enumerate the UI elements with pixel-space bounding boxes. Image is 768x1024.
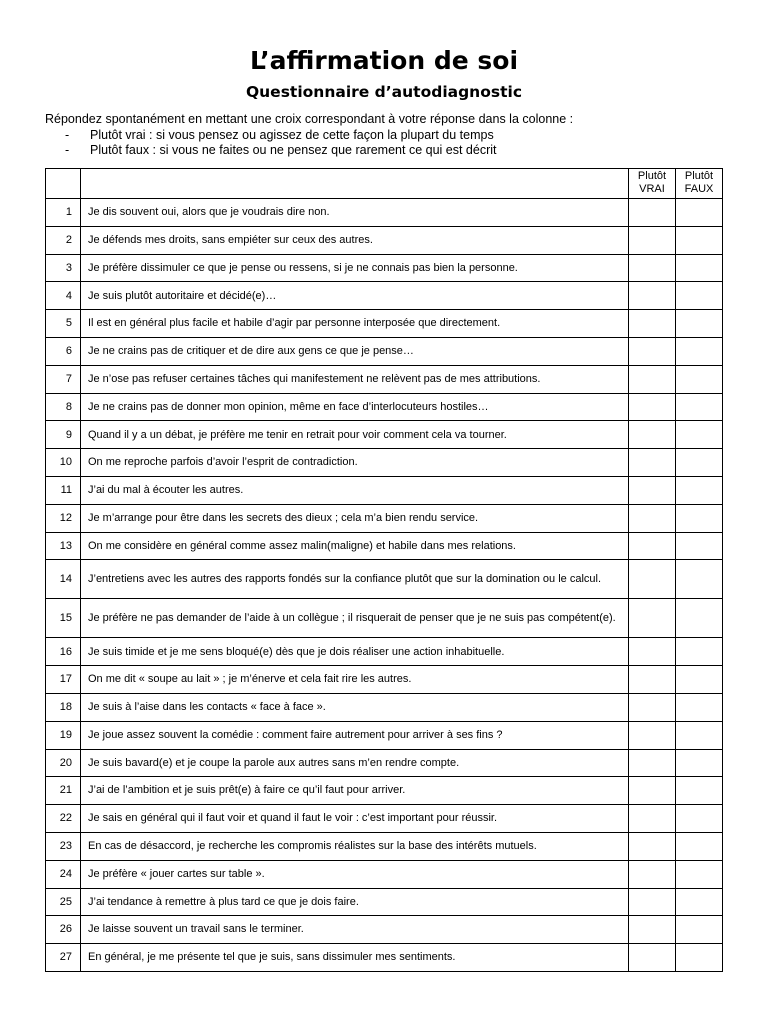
question-text: Je préfère dissimuler ce que je pense ou ressens, si je ne connais pas bien la personne. xyxy=(81,254,629,282)
answer-cell-plutot-faux[interactable] xyxy=(676,860,723,888)
question-text: On me dit « soupe au lait » ; je m’énerve et cela fait rire les autres. xyxy=(81,666,629,694)
question-number: 25 xyxy=(46,888,81,916)
questionnaire-table xyxy=(45,168,723,972)
answer-cell-plutot-vrai[interactable] xyxy=(629,805,676,833)
header-faux-line1: Plutôt xyxy=(684,170,714,182)
header-num-cell xyxy=(46,169,81,199)
answer-cell-plutot-faux[interactable] xyxy=(676,199,723,227)
table-row xyxy=(46,449,723,477)
table-row xyxy=(46,916,723,944)
table-row xyxy=(46,944,723,972)
question-number: 9 xyxy=(46,421,81,449)
instructions xyxy=(45,112,735,159)
answer-cell-plutot-vrai[interactable] xyxy=(629,888,676,916)
answer-cell-plutot-vrai[interactable] xyxy=(629,310,676,338)
question-text: Je n’ose pas refuser certaines tâches qui manifestement ne relèvent pas de mes attributions. xyxy=(81,365,629,393)
question-number: 23 xyxy=(46,832,81,860)
answer-cell-plutot-faux[interactable] xyxy=(676,638,723,666)
answer-cell-plutot-faux[interactable] xyxy=(676,504,723,532)
answer-cell-plutot-faux[interactable] xyxy=(676,944,723,972)
table-row xyxy=(46,777,723,805)
table-row xyxy=(46,310,723,338)
table-row xyxy=(46,560,723,599)
answer-cell-plutot-vrai[interactable] xyxy=(629,504,676,532)
table-row xyxy=(46,860,723,888)
table-row xyxy=(46,666,723,694)
table-row xyxy=(46,365,723,393)
instruction-bullet-faux xyxy=(45,143,735,159)
answer-cell-plutot-vrai[interactable] xyxy=(629,337,676,365)
answer-cell-plutot-vrai[interactable] xyxy=(629,393,676,421)
question-number: 4 xyxy=(46,282,81,310)
page-title: L’affirmation de soi xyxy=(249,46,519,75)
question-text: J’entretiens avec les autres des rapports fondés sur la confiance plutôt que sur la domination ou le calcul. xyxy=(81,560,629,599)
question-text: Il est en général plus facile et habile d’agir par personne interposée que directement. xyxy=(81,310,629,338)
question-number: 18 xyxy=(46,693,81,721)
page-subtitle: Questionnaire d’autodiagnostic xyxy=(245,83,523,101)
answer-cell-plutot-faux[interactable] xyxy=(676,393,723,421)
table-row xyxy=(46,532,723,560)
table-row xyxy=(46,199,723,227)
question-number: 1 xyxy=(46,199,81,227)
answer-cell-plutot-vrai[interactable] xyxy=(629,666,676,694)
answer-cell-plutot-faux[interactable] xyxy=(676,721,723,749)
answer-cell-plutot-vrai[interactable] xyxy=(629,721,676,749)
question-number: 20 xyxy=(46,749,81,777)
table-row xyxy=(46,282,723,310)
question-number: 21 xyxy=(46,777,81,805)
bullet-text: Plutôt faux : si vous ne faites ou ne pensez que rarement ce qui est décrit xyxy=(90,143,497,157)
table-row xyxy=(46,393,723,421)
question-number: 8 xyxy=(46,393,81,421)
answer-cell-plutot-vrai[interactable] xyxy=(629,599,676,638)
header-plutot-faux xyxy=(676,169,723,199)
question-text: Je suis plutôt autoritaire et décidé(e)… xyxy=(81,282,629,310)
header-vrai-line2: VRAI xyxy=(639,182,665,195)
answer-cell-plutot-faux[interactable] xyxy=(676,560,723,599)
header-faux-line2: FAUX xyxy=(684,182,714,195)
answer-cell-plutot-faux[interactable] xyxy=(676,805,723,833)
question-number: 2 xyxy=(46,226,81,254)
answer-cell-plutot-faux[interactable] xyxy=(676,916,723,944)
question-text: J’ai du mal à écouter les autres. xyxy=(81,476,629,504)
question-text: On me reproche parfois d’avoir l’esprit de contradiction. xyxy=(81,449,629,477)
header-plutot-vrai xyxy=(629,169,676,199)
instruction-bullet-vrai xyxy=(45,128,735,144)
table-row xyxy=(46,599,723,638)
answer-cell-plutot-faux[interactable] xyxy=(676,310,723,338)
question-text: Je suis bavard(e) et je coupe la parole aux autres sans m’en rendre compte. xyxy=(81,749,629,777)
question-text: J’ai tendance à remettre à plus tard ce que je dois faire. xyxy=(81,888,629,916)
answer-cell-plutot-vrai[interactable] xyxy=(629,476,676,504)
answer-cell-plutot-vrai[interactable] xyxy=(629,860,676,888)
answer-cell-plutot-faux[interactable] xyxy=(676,693,723,721)
answer-cell-plutot-faux[interactable] xyxy=(676,254,723,282)
question-number: 27 xyxy=(46,944,81,972)
question-number: 22 xyxy=(46,805,81,833)
answer-cell-plutot-faux[interactable] xyxy=(676,532,723,560)
answer-cell-plutot-faux[interactable] xyxy=(676,666,723,694)
answer-cell-plutot-faux[interactable] xyxy=(676,749,723,777)
answer-cell-plutot-vrai[interactable] xyxy=(629,532,676,560)
question-number: 6 xyxy=(46,337,81,365)
answer-cell-plutot-vrai[interactable] xyxy=(629,749,676,777)
answer-cell-plutot-faux[interactable] xyxy=(676,599,723,638)
table-row xyxy=(46,638,723,666)
answer-cell-plutot-faux[interactable] xyxy=(676,777,723,805)
table-row xyxy=(46,254,723,282)
question-number: 24 xyxy=(46,860,81,888)
question-number: 5 xyxy=(46,310,81,338)
answer-cell-plutot-faux[interactable] xyxy=(676,421,723,449)
table-row xyxy=(46,693,723,721)
answer-cell-plutot-vrai[interactable] xyxy=(629,199,676,227)
question-number: 7 xyxy=(46,365,81,393)
question-number: 3 xyxy=(46,254,81,282)
answer-cell-plutot-faux[interactable] xyxy=(676,832,723,860)
table-row xyxy=(46,504,723,532)
answer-cell-plutot-vrai[interactable] xyxy=(629,282,676,310)
answer-cell-plutot-vrai[interactable] xyxy=(629,560,676,599)
table-row xyxy=(46,721,723,749)
instructions-intro: Répondez spontanément en mettant une croix correspondant à votre réponse dans la colonne : xyxy=(45,112,574,126)
question-number: 11 xyxy=(46,476,81,504)
question-number: 15 xyxy=(46,599,81,638)
answer-cell-plutot-vrai[interactable] xyxy=(629,449,676,477)
answer-cell-plutot-vrai[interactable] xyxy=(629,832,676,860)
header-vrai-line1: Plutôt xyxy=(637,170,667,182)
question-text: On me considère en général comme assez malin(maligne) et habile dans mes relations. xyxy=(81,532,629,560)
answer-cell-plutot-vrai[interactable] xyxy=(629,365,676,393)
question-number: 26 xyxy=(46,916,81,944)
question-number: 13 xyxy=(46,532,81,560)
bullet-dash: - xyxy=(65,143,70,157)
answer-cell-plutot-vrai[interactable] xyxy=(629,638,676,666)
question-text: Je sais en général qui il faut voir et quand il faut le voir : c’est important pour réussir. xyxy=(81,805,629,833)
question-number: 19 xyxy=(46,721,81,749)
answer-cell-plutot-vrai[interactable] xyxy=(629,944,676,972)
question-text: Je ne crains pas de critiquer et de dire aux gens ce que je pense… xyxy=(81,337,629,365)
question-number: 17 xyxy=(46,666,81,694)
table-row xyxy=(46,337,723,365)
question-text: J’ai de l’ambition et je suis prêt(e) à faire ce qu’il faut pour arriver. xyxy=(81,777,629,805)
question-text: Je ne crains pas de donner mon opinion, même en face d’interlocuteurs hostiles… xyxy=(81,393,629,421)
table-row xyxy=(46,421,723,449)
answer-cell-plutot-vrai[interactable] xyxy=(629,693,676,721)
question-text: Quand il y a un débat, je préfère me tenir en retrait pour voir comment cela va tourner. xyxy=(81,421,629,449)
question-text: Je défends mes droits, sans empiéter sur ceux des autres. xyxy=(81,226,629,254)
table-header-row xyxy=(46,169,723,199)
question-number: 12 xyxy=(46,504,81,532)
question-text: Je m’arrange pour être dans les secrets des dieux ; cela m’a bien rendu service. xyxy=(81,504,629,532)
question-number: 10 xyxy=(46,449,81,477)
table-row xyxy=(46,749,723,777)
question-text: Je laisse souvent un travail sans le terminer. xyxy=(81,916,629,944)
question-text: Je suis à l’aise dans les contacts « face à face ». xyxy=(81,693,629,721)
question-number: 14 xyxy=(46,560,81,599)
header-text-cell xyxy=(81,169,629,199)
answer-cell-plutot-vrai[interactable] xyxy=(629,777,676,805)
question-text: Je joue assez souvent la comédie : comment faire autrement pour arriver à ses fins ? xyxy=(81,721,629,749)
bullet-text: Plutôt vrai : si vous pensez ou agissez de cette façon la plupart du temps xyxy=(90,127,494,142)
answer-cell-plutot-faux[interactable] xyxy=(676,226,723,254)
answer-cell-plutot-faux[interactable] xyxy=(676,449,723,477)
question-text: Je préfère « jouer cartes sur table ». xyxy=(81,860,629,888)
table-row xyxy=(46,805,723,833)
question-text: Je suis timide et je me sens bloqué(e) dès que je dois réaliser une action inhabituelle. xyxy=(81,638,629,666)
question-text: Je dis souvent oui, alors que je voudrais dire non. xyxy=(81,199,629,227)
bullet-dash: - xyxy=(65,127,70,142)
answer-cell-plutot-faux[interactable] xyxy=(676,337,723,365)
question-number: 16 xyxy=(46,638,81,666)
question-text: Je préfère ne pas demander de l’aide à un collègue ; il risquerait de penser que je ne suis pas compétent(e). xyxy=(81,599,629,638)
answer-cell-plutot-faux[interactable] xyxy=(676,365,723,393)
question-text: En général, je me présente tel que je suis, sans dissimuler mes sentiments. xyxy=(81,944,629,972)
answer-cell-plutot-faux[interactable] xyxy=(676,476,723,504)
table-row xyxy=(46,476,723,504)
answer-cell-plutot-vrai[interactable] xyxy=(629,226,676,254)
table-row xyxy=(46,888,723,916)
answer-cell-plutot-faux[interactable] xyxy=(676,888,723,916)
table-row xyxy=(46,832,723,860)
answer-cell-plutot-faux[interactable] xyxy=(676,282,723,310)
answer-cell-plutot-vrai[interactable] xyxy=(629,421,676,449)
question-text: En cas de désaccord, je recherche les compromis réalistes sur la base des intérêts mutuels. xyxy=(81,832,629,860)
answer-cell-plutot-vrai[interactable] xyxy=(629,916,676,944)
answer-cell-plutot-vrai[interactable] xyxy=(629,254,676,282)
table-row xyxy=(46,226,723,254)
